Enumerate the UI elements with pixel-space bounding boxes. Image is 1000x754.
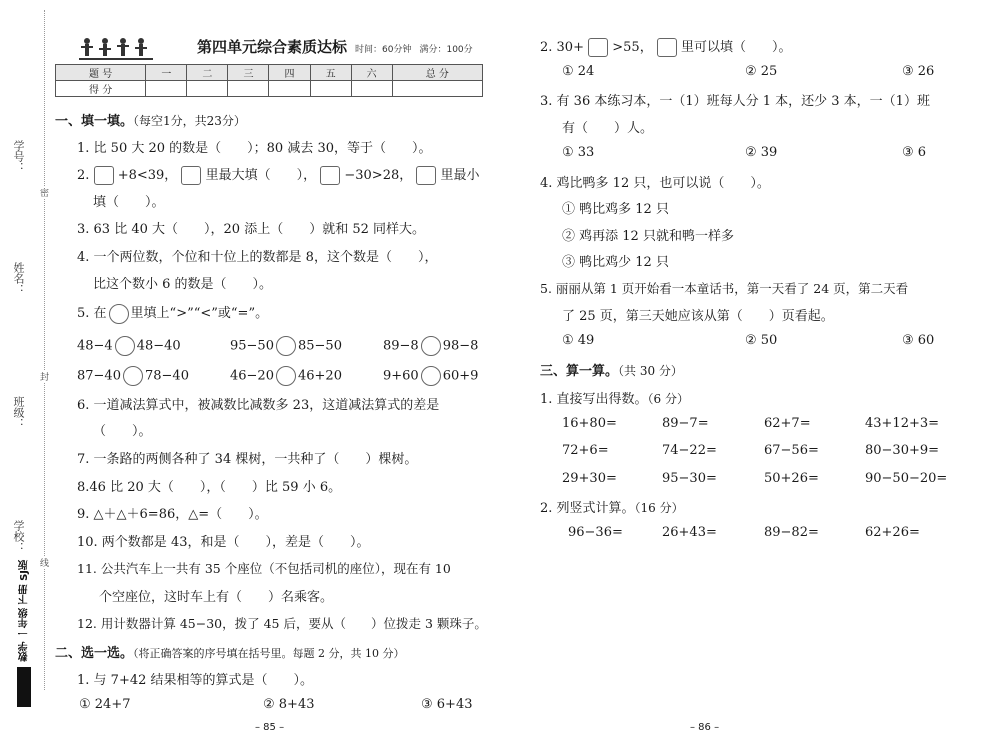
choice-3-option: ③ 6	[902, 145, 927, 160]
question-6-continued: （ ）。	[93, 424, 152, 439]
question-2	[77, 164, 480, 185]
section-3-heading	[540, 360, 683, 379]
choice-5-continued: 了 25 页，第三天她应该从第（ ）页看起。	[562, 309, 834, 324]
question-3: 3. 63 比 40 大（ ），20 添上（ ）就和 52 同样大。	[77, 222, 425, 237]
section-2-note: （将正确答案的序号填在括号里。每题 2 分，共 10 分）	[133, 647, 405, 660]
compare-circle[interactable]	[123, 366, 143, 386]
choice-4-option: ① 鸭比鸡多 12 只	[562, 202, 669, 217]
compare-left: 89−8	[383, 338, 419, 354]
score-cell[interactable]	[146, 81, 187, 97]
choice-2	[540, 36, 792, 57]
calc-item: 72+6=	[562, 443, 609, 458]
choice-2-text: 里可以填（ ）。	[680, 40, 792, 55]
choice-4-option: ② 鸡再添 12 只就和鸭一样多	[562, 229, 734, 244]
choice-3-option: ① 33	[562, 145, 595, 160]
question-4: 4. 一个两位数，个位和十位上的数都是 8，这个数是（ ），	[77, 250, 438, 265]
choice-4: 4. 鸡比鸭多 12 只，也可以说（ ）。	[540, 176, 770, 191]
question-2-number: 2.	[77, 168, 90, 183]
compare-left: 9+60	[383, 368, 419, 384]
compare-item	[383, 336, 478, 356]
section-1-title: 一、填一填。	[55, 114, 134, 129]
section-2-title: 二、选一选。	[55, 646, 134, 661]
score-cell[interactable]	[392, 81, 482, 97]
question-6: 6. 一道减法算式中，被减数比减数多 23，这道减法算式的差是	[77, 398, 440, 413]
compare-left: 46−20	[230, 368, 274, 384]
choice-2-text: 2. 30+	[540, 40, 584, 55]
question-5-text: 里填上“>”“<”或“=”。	[130, 306, 269, 321]
page-85	[55, 0, 490, 754]
score-header-cell: 题 号	[56, 65, 146, 81]
question-5-text: 5. 在	[77, 306, 107, 321]
choice-2-option: ② 25	[745, 64, 778, 79]
question-5	[77, 302, 268, 324]
school-label: 学校：	[12, 520, 25, 553]
calc-item: 67−56=	[764, 443, 819, 458]
compare-circle[interactable]	[421, 336, 441, 356]
question-2-text: 里最大填（ ），	[205, 168, 317, 183]
compare-right: 85−50	[297, 338, 342, 354]
calc-item: 50+26=	[764, 471, 819, 486]
class-label: 班级：	[12, 396, 25, 429]
question-11-continued: 个空座位，这时车上有（ ）名乘客。	[99, 590, 334, 605]
choice-1-option: ③ 6+43	[421, 697, 473, 712]
score-cell[interactable]	[187, 81, 228, 97]
compare-item	[383, 366, 478, 386]
compare-circle[interactable]	[115, 336, 135, 356]
section-1-note: （每空1分，共23分）	[133, 114, 246, 128]
compare-left: 87−40	[77, 368, 121, 384]
question-1: 1. 比 50 大 20 的数是（ ）；80 减去 30，等于（ ）。	[77, 141, 432, 156]
score-table-header-row	[56, 65, 483, 81]
cut-line	[44, 10, 45, 690]
choice-3: 3. 有 36 本练习本，一（1）班每人分 1 本，还少 3 本，一（1）班	[540, 94, 930, 109]
section-3-title: 三、算一算。	[540, 364, 619, 379]
choice-5-option: ③ 60	[902, 333, 935, 348]
page-title: 第四单元综合素质达标	[197, 38, 348, 56]
score-header-cell: 三	[228, 65, 269, 81]
name-label: 姓名：	[12, 262, 25, 295]
score-header-cell: 五	[310, 65, 351, 81]
compare-circle[interactable]	[276, 336, 296, 356]
question-11: 11. 公共汽车上一共有 35 个座位（不包括司机的座位），现在有 10	[77, 561, 451, 576]
score-table	[55, 64, 483, 97]
page-86	[540, 0, 980, 754]
score-cell[interactable]	[269, 81, 310, 97]
question-9: 9. △＋△＋6=86，△=（ ）。	[77, 507, 268, 522]
compare-circle[interactable]	[276, 366, 296, 386]
choice-5-option: ② 50	[745, 333, 778, 348]
question-10: 10. 两个数都是 43，和是（ ），差是（ ）。	[77, 535, 370, 550]
choice-2-text: >55，	[612, 40, 653, 55]
vertical-calc-item: 26+43=	[662, 525, 717, 540]
seal-mark-secret: 密	[38, 188, 48, 197]
compare-item	[230, 366, 342, 386]
choice-3-continued: 有（ ）人。	[562, 121, 654, 136]
vertical-calc-item: 89−82=	[764, 525, 819, 540]
section-2-heading	[55, 642, 405, 661]
choice-3-option: ② 39	[745, 145, 778, 160]
choice-5: 5. 丽丽从第 1 页开始看一本童话书，第一天看了 24 页，第二天看	[540, 281, 909, 296]
answer-box[interactable]	[320, 166, 340, 185]
seal-mark-seal: 封	[38, 372, 48, 381]
section-3-note: （共 30 分）	[618, 364, 683, 378]
score-row-label: 得 分	[56, 81, 146, 97]
choice-1-option: ① 24+7	[79, 697, 131, 712]
question-2-text: 里最小	[440, 168, 480, 183]
book-label-band	[12, 560, 36, 750]
answer-box[interactable]	[181, 166, 201, 185]
figures-decoration-icon	[79, 36, 159, 64]
calc-2-heading	[540, 497, 684, 516]
seal-mark-line: 线	[38, 558, 48, 567]
calc-item: 90−50−20=	[865, 471, 948, 486]
calc-1-note: （6 分）	[647, 392, 689, 406]
question-8: 8.46 比 20 大（ ），（ ）比 59 小 6。	[77, 480, 342, 495]
calc-item: 43+12+3=	[865, 416, 940, 431]
score-header-cell: 六	[351, 65, 392, 81]
choice-5-option: ① 49	[562, 333, 595, 348]
compare-left: 48−4	[77, 338, 113, 354]
score-header-cell: 二	[187, 65, 228, 81]
question-7: 7. 一条路的两侧各种了 34 棵树，一共种了（ ）棵树。	[77, 452, 418, 467]
compare-circle-sample	[109, 304, 129, 324]
publisher-logo	[17, 667, 31, 707]
question-12: 12. 用计数器计算 45−30，拨了 45 后，要从（ ）位拨走 3 颗珠子。	[77, 616, 487, 631]
compare-right: 60+9	[442, 368, 479, 384]
question-2-continued: 填（ ）。	[93, 195, 165, 210]
compare-right: 46+20	[297, 368, 342, 384]
calc-item: 89−7=	[662, 416, 709, 431]
score-header-cell: 四	[269, 65, 310, 81]
calc-item: 95−30=	[662, 471, 717, 486]
answer-box[interactable]	[588, 38, 608, 57]
compare-item	[77, 336, 181, 356]
question-4-continued: 比这个数小 6 的数是（ ）。	[93, 277, 273, 292]
vertical-calc-item: 96−36=	[568, 525, 623, 540]
section-1-heading	[55, 110, 246, 129]
book-label: 数学 一年级 下册 SJ版	[18, 560, 30, 662]
vertical-calc-item: 62+26=	[865, 525, 920, 540]
page-number-85: – 85 –	[255, 722, 285, 733]
choice-2-option: ③ 26	[902, 64, 935, 79]
calc-item: 80−30+9=	[865, 443, 940, 458]
compare-left: 95−50	[230, 338, 274, 354]
choice-2-option: ① 24	[562, 64, 595, 79]
choice-4-option: ③ 鸭比鸡少 12 只	[562, 255, 669, 270]
question-2-text: −30>28，	[344, 168, 413, 183]
choice-1: 1. 与 7+42 结果相等的算式是（ ）。	[77, 673, 314, 688]
choice-1-option: ② 8+43	[263, 697, 315, 712]
student-id-label: 学号：	[12, 140, 25, 173]
score-cell[interactable]	[310, 81, 351, 97]
score-header-cell: 一	[146, 65, 187, 81]
compare-item	[230, 336, 342, 356]
score-table-score-row	[56, 81, 483, 97]
compare-item	[77, 366, 189, 386]
calc-item: 29+30=	[562, 471, 617, 486]
calc-2-note: （16 分）	[634, 501, 684, 515]
header	[197, 36, 473, 57]
answer-box[interactable]	[416, 166, 436, 185]
calc-item: 74−22=	[662, 443, 717, 458]
answer-box[interactable]	[657, 38, 677, 57]
full-score: 满分：100分	[419, 45, 473, 55]
score-cell[interactable]	[228, 81, 269, 97]
score-cell[interactable]	[351, 81, 392, 97]
calc-item: 62+7=	[764, 416, 811, 431]
binding-margin	[0, 0, 52, 754]
calc-1-title: 1. 直接写出得数。	[540, 392, 648, 407]
time-limit: 时间：60分钟	[355, 45, 412, 55]
page-number-86: – 86 –	[690, 722, 720, 733]
calc-2-title: 2. 列竖式计算。	[540, 501, 635, 516]
compare-right: 78−40	[144, 368, 189, 384]
compare-circle[interactable]	[421, 366, 441, 386]
calc-1-heading	[540, 388, 689, 407]
question-2-text: +8<39，	[117, 168, 178, 183]
answer-box[interactable]	[94, 166, 114, 185]
calc-item: 16+80=	[562, 416, 617, 431]
compare-right: 98−8	[442, 338, 479, 354]
compare-right: 48−40	[136, 338, 181, 354]
score-header-cell: 总 分	[392, 65, 482, 81]
